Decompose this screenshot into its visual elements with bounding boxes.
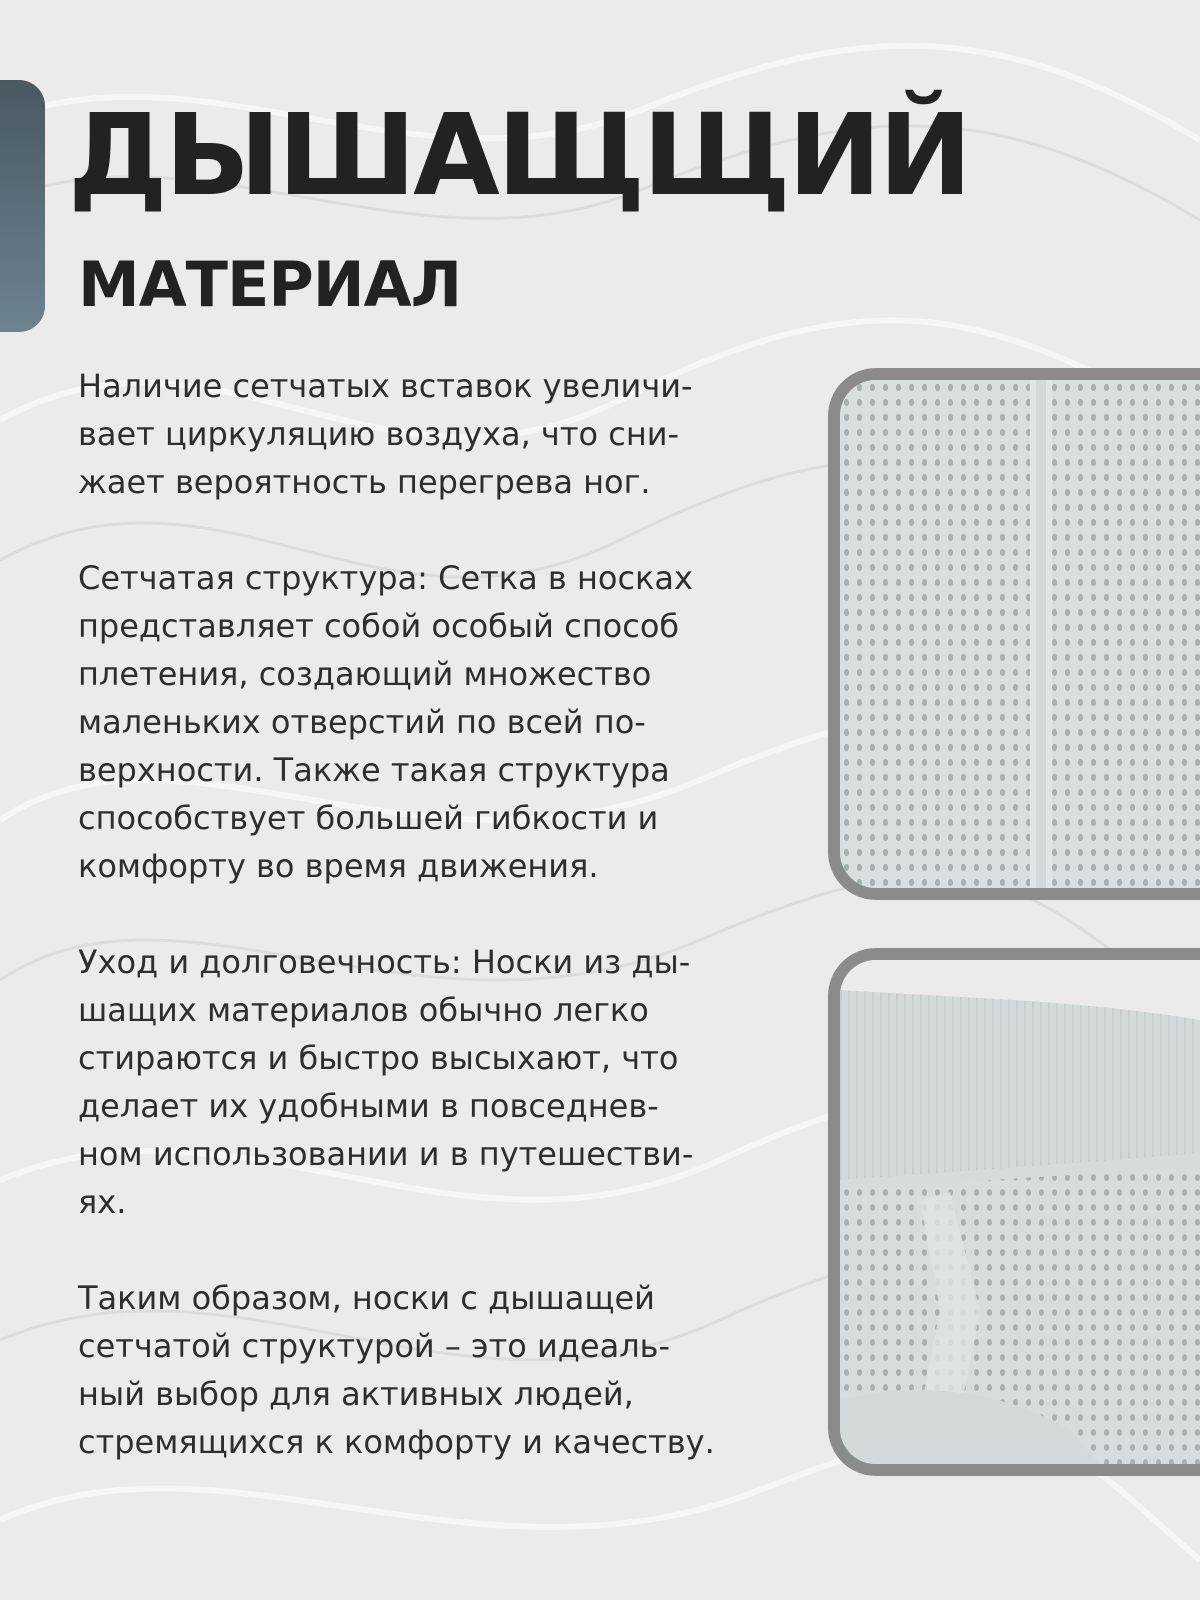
paragraph-mesh-structure <box>78 554 828 890</box>
text-line: делает их удобными в повседнев- <box>78 1087 659 1125</box>
text-line: представляет собой особый способ <box>78 607 680 645</box>
mesh-fabric-closeup-photo <box>828 368 1200 900</box>
text-line: стремящихся к комфорту и качеству. <box>78 1423 715 1461</box>
text-line: вает циркуляцию воздуха, что сни- <box>78 415 680 453</box>
text-line: ном использовании и в путешестви- <box>78 1135 694 1173</box>
paragraph-conclusion <box>78 1274 828 1466</box>
text-line: Сетчатая структура: Сетка в носках <box>78 559 693 597</box>
paragraph-care-durability <box>78 938 828 1226</box>
text-line: сетчатой структурой – это идеаль- <box>78 1327 671 1365</box>
text-line: ях. <box>78 1183 127 1221</box>
text-line: Наличие сетчатых вставок увеличи- <box>78 367 693 405</box>
text-line: способствует большей гибкости и <box>78 799 659 837</box>
description-text <box>78 362 828 1514</box>
side-accent-tab <box>0 80 45 332</box>
text-line: жает вероятность перегрева ног. <box>78 463 651 501</box>
text-line: шащих материалов обычно легко <box>78 991 649 1029</box>
paragraph-air-circulation <box>78 362 828 506</box>
page-subtitle: МАТЕРИАЛ <box>78 248 462 321</box>
text-line: Уход и долговечность: Носки из ды- <box>78 943 691 981</box>
text-line: плетения, создающий множество <box>78 655 652 693</box>
sock-cuff-closeup-photo <box>828 948 1200 1476</box>
text-line: комфорту во время движения. <box>78 847 599 885</box>
text-line: маленьких отверстий по всей по- <box>78 703 646 741</box>
text-line: Таким образом, носки с дышащей <box>78 1279 655 1317</box>
text-line: стираются и быстро высыхают, что <box>78 1039 679 1077</box>
text-line: ный выбор для активных людей, <box>78 1375 634 1413</box>
text-line: верхности. Также такая структура <box>78 751 670 789</box>
page-title: ДЫШАЩЩИЙ <box>68 91 970 221</box>
